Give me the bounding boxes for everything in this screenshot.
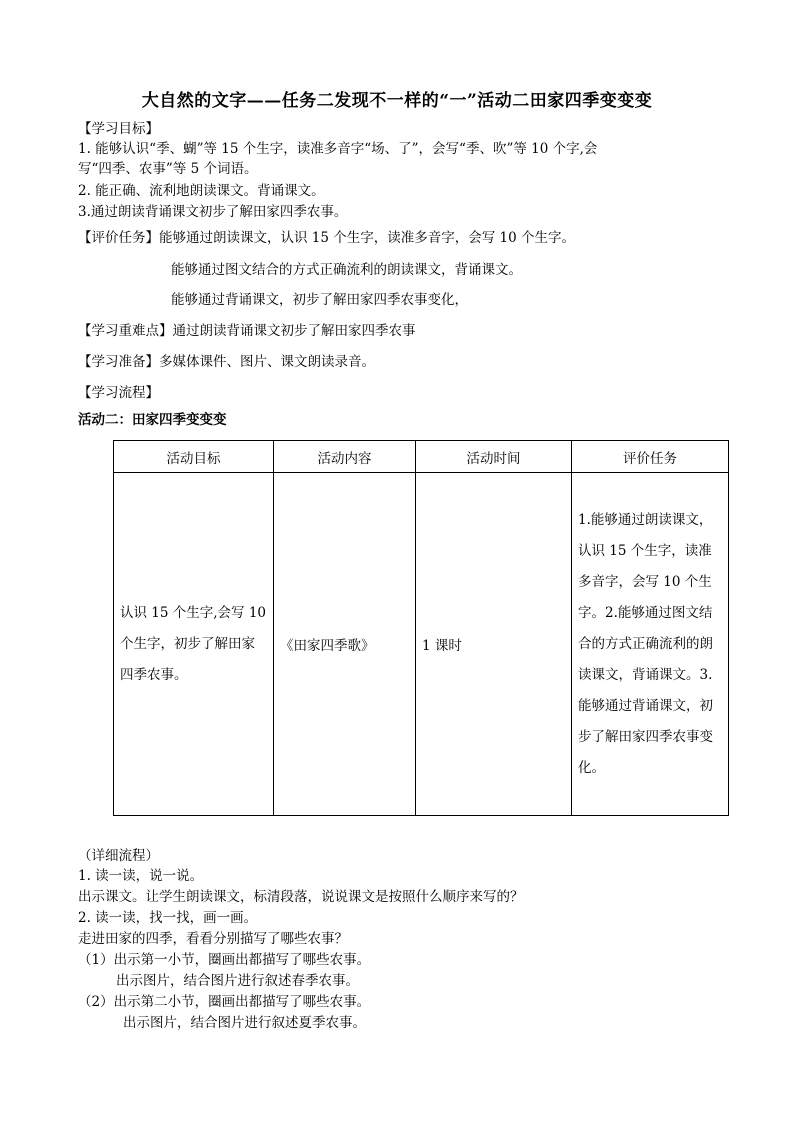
detail-step-2-desc: 走进田家的四季，看看分别描写了哪些农事？ — [78, 931, 348, 947]
detail-step-1: 1. 读一读，说一说。 — [78, 868, 204, 884]
table-header-row — [114, 441, 729, 473]
detail-part-2-sub: 出示图片，结合图片进行叙述夏季农事。 — [123, 1015, 366, 1031]
detail-part-1-sub: 出示图片，结合图片进行叙述春季农事。 — [116, 973, 359, 989]
detail-part-2: （2）出示第二小节，圈画出都描写了哪些农事。 — [78, 994, 371, 1010]
process-heading: 【学习流程】 — [78, 385, 159, 401]
objective-2: 2. 能正确、流利地朗读课文。背诵课文。 — [78, 183, 325, 199]
activity-table — [113, 440, 729, 816]
header-content: 活动内容 — [274, 441, 416, 473]
cell-time: 1 课时 — [416, 473, 572, 816]
table-row — [114, 473, 729, 816]
objective-1-line-1: 1. 能够认识“季、蝴”等 15 个生字，读准多音字“场、了”，会写“季、吹”等 10 个字,会 — [78, 141, 598, 157]
header-time: 活动时间 — [416, 441, 572, 473]
document-title: 大自然的文字——任务二发现不一样的“一”活动二田家四季变变变 — [141, 91, 653, 111]
cell-goal: 认识 15 个生字,会写 10 个生字，初步了解田家四季农事。 — [114, 473, 274, 816]
header-evaluation: 评价任务 — [572, 441, 729, 473]
key-points: 【学习重难点】通过朗读背诵课文初步了解田家四季农事 — [78, 323, 416, 339]
evaluation-line-2: 能够通过图文结合的方式正确流利的朗读课文，背诵课文。 — [171, 262, 522, 278]
detail-step-1-desc: 出示课文。让学生朗读课文，标清段落，说说课文是按照什么顺序来写的？ — [78, 889, 524, 905]
detail-step-2: 2. 读一读，找一找，画一画。 — [78, 910, 258, 926]
evaluation-line-1: 【评价任务】能够通过朗读课文，认识 15 个生字，读准多音字，会写 10 个生字。 — [78, 230, 576, 246]
objectives-heading: 【学习目标】 — [78, 121, 159, 137]
header-goal: 活动目标 — [114, 441, 274, 473]
cell-content: 《田家四季歌》 — [274, 473, 416, 816]
detail-heading: （详细流程） — [78, 848, 159, 864]
cell-evaluation: 1.能够通过朗读课文，认识 15 个生字，读准多音字，会写 10 个生字。2.能够通过图文结合的方式正确流利的朗读课文，背诵课文。3.能够通过背诵课文，初步了解田家四季农事变化。 — [572, 473, 729, 816]
evaluation-line-3: 能够通过背诵课文，初步了解田家四季农事变化， — [171, 292, 468, 308]
preparation: 【学习准备】多媒体课件、图片、课文朗读录音。 — [78, 354, 375, 370]
detail-part-1: （1）出示第一小节，圈画出都描写了哪些农事。 — [78, 952, 371, 968]
objective-1-line-2: 写“四季、农事”等 5 个词语。 — [78, 161, 258, 177]
activity-heading: 活动二：田家四季变变变 — [78, 412, 227, 428]
objective-3: 3.通过朗读背诵课文初步了解田家四季农事。 — [78, 204, 348, 220]
